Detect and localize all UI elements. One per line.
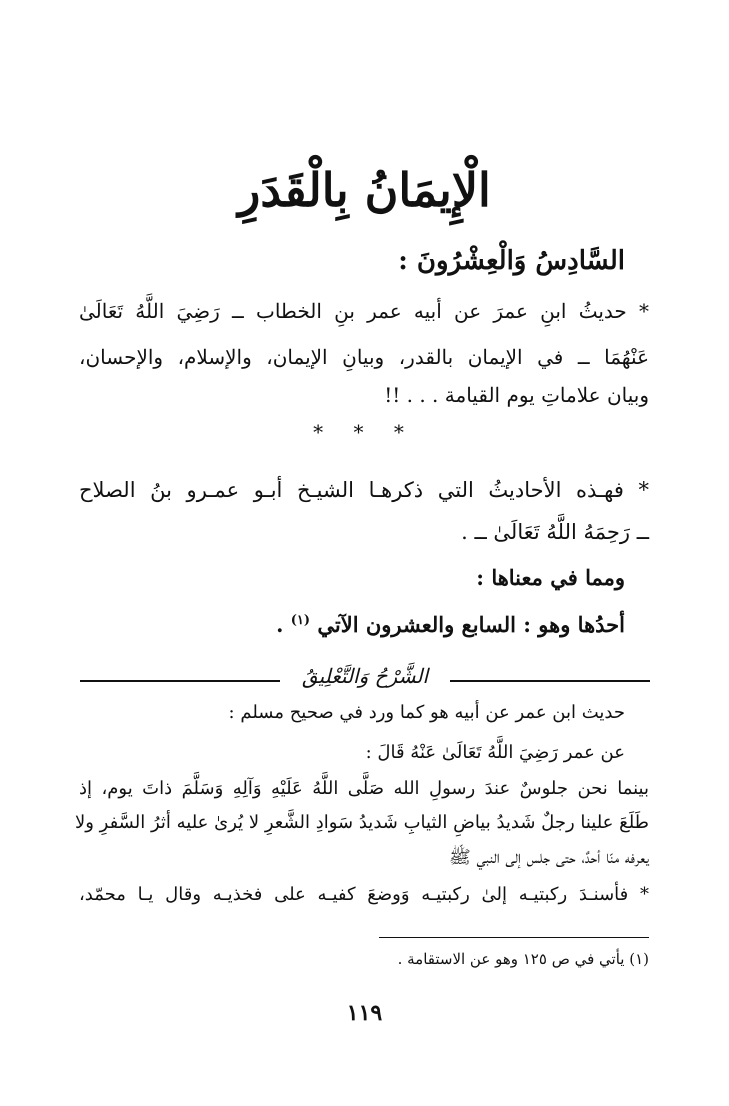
hadith-text-line-1: * حديثُ ابنِ عمرَ عن أبيه عمر بنِ الخطاب ــ رَضِيَ اللَّهُ تَعَالَىٰ [79,299,649,323]
page-number: ١١٩ [346,1000,383,1026]
hadith-text-line-3: وبيان علاماتِ يوم القيامة . . . !! [384,383,649,407]
hadith-text-line-2: عَنْهُمَا ــ في الإيمان بالقدر، وبيانِ الإيمان، والإسلام، والإحسان، [79,345,649,369]
paragraph-line-4 [276,612,625,637]
divider-rule-left [80,680,280,682]
paragraph-line-4-text: أحدُها وهو : السابع والعشرون الآتي [317,612,625,637]
footnote-reference[interactable]: (١) [290,613,311,628]
paragraph-line-4-end: . [276,612,284,637]
footnote-rule [379,937,649,938]
section-separator-stars: * * * [313,420,416,444]
paragraph-line-3: ومما في معناها : [476,565,625,590]
commentary-line-6: * فأسنـدَ ركبتيـه إلىٰ ركبتيـه وَوضعَ كفيـه على فخذيـه وقال يـا محمّد، [79,884,649,905]
hadith-number-heading: السَّادِسُ وَالْعِشْرُونَ : [398,246,625,276]
commentary-line-1: حديث ابن عمر عن أبيه هو كما ورد في صحيح مسلم : [228,702,625,723]
commentary-label: الشَّرْحُ وَالتَّعْلِيقُ [301,664,429,688]
commentary-line-3: بينما نحن جلوسٌ عندَ رسولِ الله صَلَّى اللَّهُ عَلَيْهِ وَآلِهِ وَسَلَّمَ ذاتَ يوم، إذ [79,778,649,799]
commentary-line-4: طَلَعَ علينا رجلٌ شَديدُ بياضِ الثيابِ شَديدُ سَوادِ الشَّعرِ لا يُرىٰ عليه أثرُ السَّفرِ ولا [74,812,649,833]
footnote: (١) يأتي في ص ١٢٥ وهو عن الاستقامة . [397,950,649,968]
paragraph-line-1: * فهـذه الأحاديثُ التي ذكرهـا الشيـخ أبـو عمـرو بنُ الصلاح [79,478,649,502]
commentary-line-2: عن عمر رَضِيَ اللَّهُ تَعَالَىٰ عَنْهُ قَالَ : [365,742,625,763]
chapter-title: الْإِيمَانُ بِالْقَدَرِ [238,163,491,217]
commentary-line-5: يعرفه منّا أحدٌ، حتى جلس إلى النبي ﷺ [449,847,649,868]
paragraph-line-2: ــ رَحِمَهُ اللَّهُ تَعَالَىٰ ــ . [461,520,649,544]
commentary-divider [80,662,650,702]
